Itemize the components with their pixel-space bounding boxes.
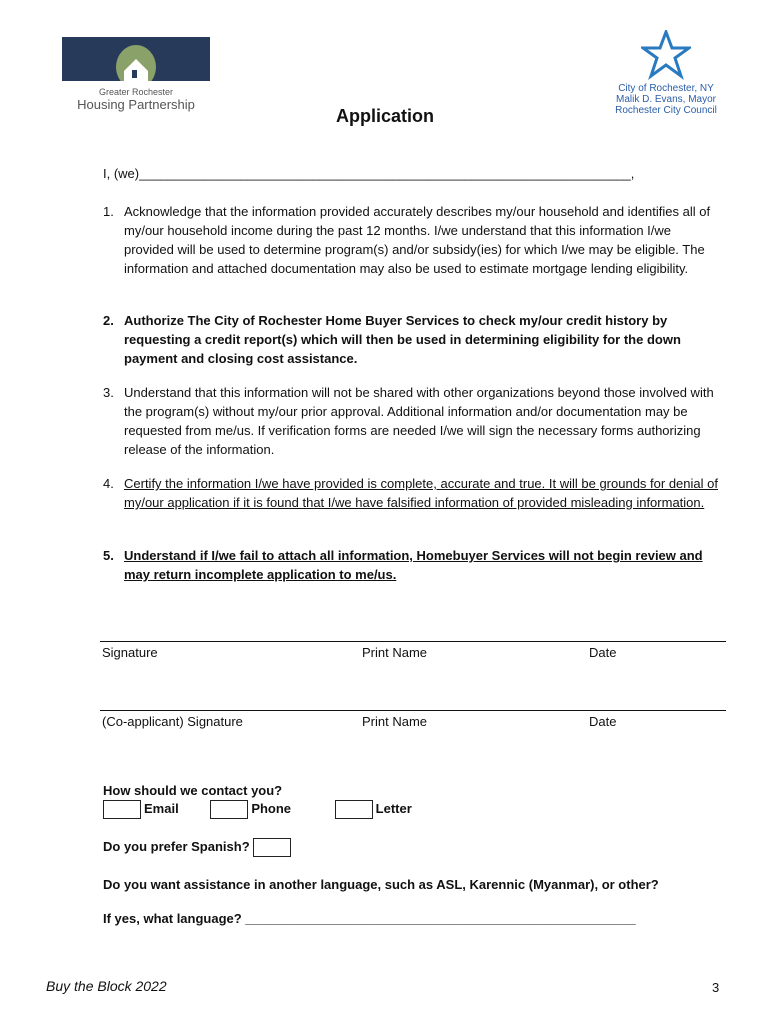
date-label: Date <box>589 645 617 660</box>
list-item: 3. Understand that this information will not be shared with other organizations beyond those involved with the program(s) without my/our prior approval. Additional information and/or documentation may be requested from me/us. If verification forms are needed I/we will sign the necessary forms authorizing release of the information. <box>103 385 714 457</box>
assistance-question: Do you want assistance in another language, such as ASL, Karennic (Myanmar), or other? <box>103 877 659 892</box>
page-title: Application <box>336 106 434 126</box>
print-name-label: Print Name <box>362 714 428 729</box>
language-field[interactable]: If yes, what language? ______________________________________________________ <box>103 911 636 926</box>
footer-title: Buy the Block 2022 <box>46 978 167 994</box>
city-of-rochester-logo: City of Rochester, NY Malik D. Evans, Mayor Rochester City Council <box>606 30 726 115</box>
signature-line[interactable] <box>100 641 726 642</box>
co-applicant-signature-line[interactable] <box>100 710 726 711</box>
phone-checkbox[interactable] <box>210 800 248 819</box>
signature-label: Signature <box>102 645 158 660</box>
print-name-label: Print Name <box>362 645 428 660</box>
applicant-name-line[interactable]: I, (we)____________________________________________________________________, <box>103 166 635 181</box>
spanish-checkbox[interactable] <box>253 838 291 857</box>
list-item: 4. Certify the information I/we have provided is complete, accurate and true. It will be grounds for denial of my/our application if it is found that I/we have falsified information of provided misleading information. <box>103 476 718 510</box>
co-applicant-signature-label: (Co-applicant) Signature <box>102 714 243 729</box>
logo-banner <box>62 37 210 81</box>
letter-checkbox[interactable] <box>335 800 373 819</box>
list-item: 1. Acknowledge that the information provided accurately describes my/our household and identifies all of my/our household income during the past 12 months. I/we understand that this information I/we provided will be used to determine program(s) and/or subsidy(ies) for which I/we may be eligible. The information and attached documentation may also be used to estimate mortgage lending eligibility. <box>103 204 711 276</box>
date-label: Date <box>589 714 617 729</box>
housing-partnership-logo: Greater Rochester Housing Partnership <box>62 37 210 113</box>
lilac-star-icon <box>641 30 691 80</box>
contact-question: How should we contact you? <box>103 783 283 798</box>
list-item: 2. Authorize The City of Rochester Home Buyer Services to check my/our credit history by requesting a credit report(s) which will then be used in determining eligibility for the down payment and closing cost assistance. <box>103 313 681 366</box>
list-item: 5. Understand if I/we fail to attach all information, Homebuyer Services will not begin review and may return incomplete application to me/us. <box>103 548 703 582</box>
page-number: 3 <box>712 980 720 995</box>
email-checkbox[interactable] <box>103 800 141 819</box>
spanish-question: Do you prefer Spanish? <box>103 838 294 857</box>
contact-options: Email Phone Letter <box>103 800 412 819</box>
